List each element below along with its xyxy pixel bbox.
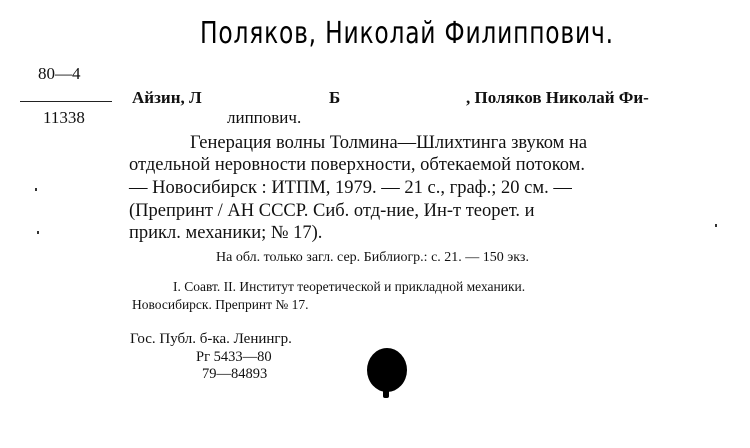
heading-author-1: Айзин, Л: [132, 88, 202, 107]
description-line-1: Генерация волны Толмина—Шлихтинга звуком на: [190, 133, 588, 153]
description-line-3: — Новосибирск : ИТПМ, 1979. — 21 с., граф.; 20 см. —: [129, 178, 572, 198]
handwritten-name: Поляков, Николай Филиппович.: [200, 16, 614, 51]
library-code-1: Рг 5433—80: [196, 349, 272, 365]
description-line-2: отдельной неровности поверхности, обтекаемой потоком.: [129, 155, 585, 175]
shelf-mark-top: 80—4: [38, 64, 81, 83]
speck: [715, 224, 717, 227]
ink-blot-tail: [383, 388, 389, 398]
tracings-line-2: Новосибирск. Препринт № 17.: [132, 297, 309, 312]
description-line-5: прикл. механики; № 17).: [129, 223, 323, 243]
tracings-line-1: I. Соавт. II. Институт теоретической и прикладной механики.: [173, 279, 526, 294]
heading-continuation: липпович.: [227, 108, 302, 127]
note-line: На обл. только загл. сер. Библиогр.: с. 21. — 150 экз.: [216, 250, 529, 265]
library-name: Гос. Публ. б-ка. Ленингр.: [130, 331, 292, 347]
speck: [35, 188, 37, 191]
speck: [37, 231, 39, 234]
description-line-4: (Препринт / АН СССР. Сиб. отд-ние, Ин-т теорет. и: [129, 201, 535, 221]
shelf-mark-bottom: 11338: [43, 108, 85, 127]
heading-initial-2: Б: [329, 88, 341, 107]
ink-blot: [367, 348, 407, 392]
heading-author-2: , Поляков Николай Фи-: [466, 88, 649, 107]
shelf-mark-divider: [20, 101, 112, 102]
library-code-2: 79—84893: [202, 366, 268, 382]
